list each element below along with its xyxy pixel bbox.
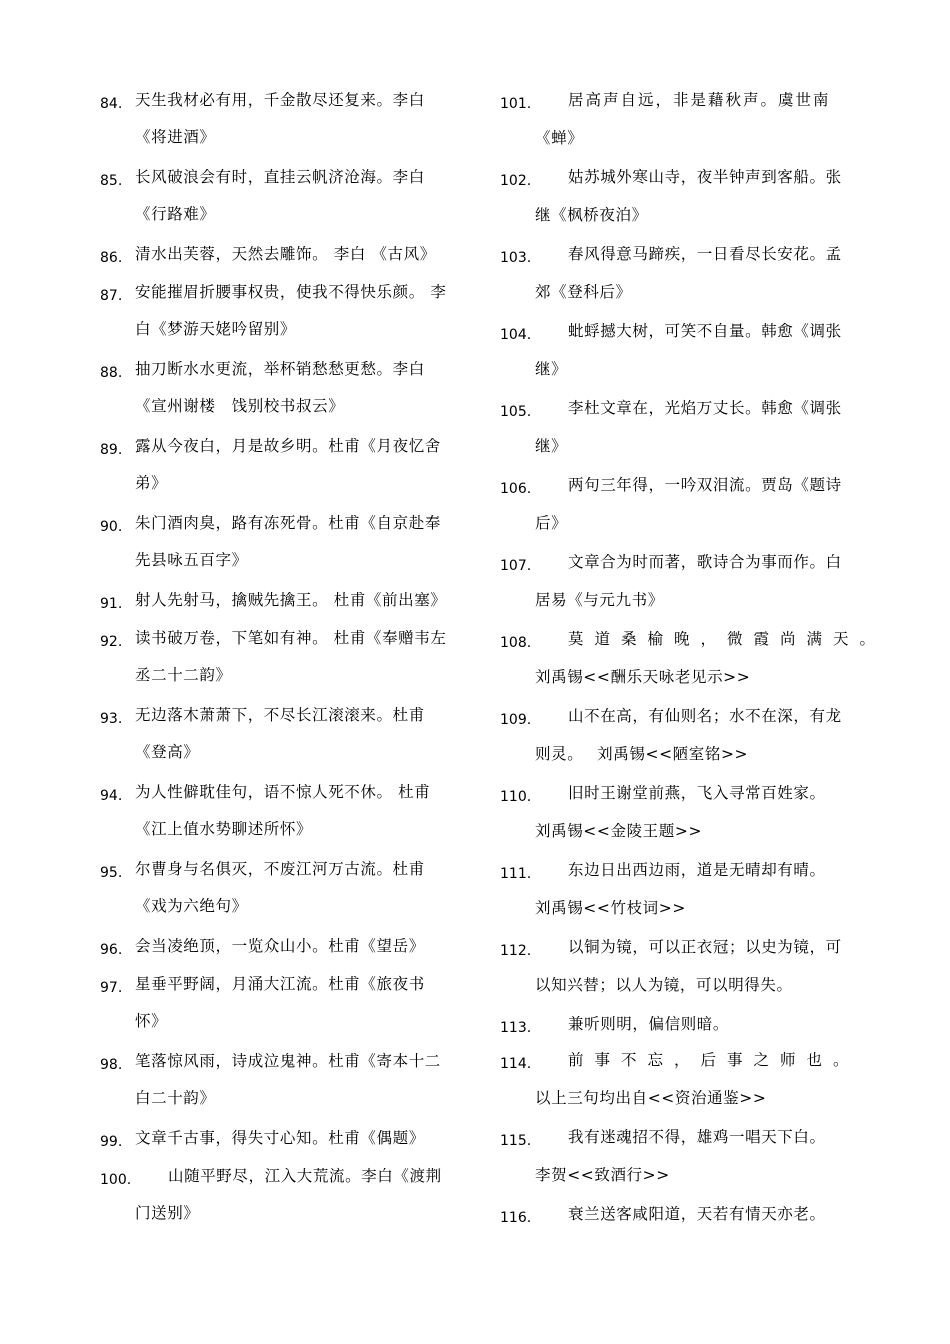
entry-108 (500, 624, 887, 701)
entry-101 (500, 85, 870, 162)
entry-text-line1: 文章千古事，得失寸心知。杜甫《偶题》 (135, 1129, 425, 1147)
entry-number: 92. (100, 634, 123, 650)
entry-text-line1: 两句三年得，一吟双泪流。贾岛《题诗 (568, 476, 842, 494)
entry-text-line2: 怀》 (135, 1012, 168, 1030)
entry-text-line1: 为人性僻耽佳句，语不惊人死不休。 杜甫 (135, 783, 431, 801)
entry-number: 99. (100, 1134, 123, 1150)
entry-106 (500, 470, 870, 547)
entry-text-line1: 星垂平野阔，月涌大江流。杜甫《旅夜书 (135, 975, 425, 993)
entry-text-line2: 弟》 (135, 474, 168, 492)
entry-text-line1: 衰兰送客咸阳道，天若有情天亦老。 (568, 1205, 826, 1223)
entry-number: 84. (100, 96, 123, 112)
entry-number: 105. (500, 404, 532, 420)
entry-text-line2: 郊《登科后》 (535, 283, 632, 301)
entry-text-line1: 笔落惊风雨，诗成泣鬼神。杜甫《寄本十二 (135, 1052, 441, 1070)
entry-116 (500, 1199, 870, 1237)
entry-104 (500, 316, 870, 393)
entry-number: 102. (500, 173, 532, 189)
entry-109 (500, 701, 870, 778)
entry-text-line1: 我有迷魂招不得，雄鸡一唱天下白。 (568, 1128, 826, 1146)
entry-88 (100, 354, 470, 431)
entry-text-line1: 蚍蜉撼大树，可笑不自量。韩愈《调张 (568, 322, 842, 340)
entry-text-line2: 《江上值水势聊述所怀》 (135, 820, 313, 838)
entry-100 (100, 1161, 470, 1238)
entry-text-line1: 姑苏城外寒山寺，夜半钟声到客船。张 (568, 168, 842, 186)
entry-text-line2: 门送别》 (135, 1204, 200, 1222)
entry-92 (100, 623, 470, 700)
entry-number: 103. (500, 250, 532, 266)
entry-number: 107. (500, 558, 532, 574)
entry-text-line1: 长风破浪会有时，直挂云帆济沧海。李白 (135, 168, 425, 186)
entry-number: 96. (100, 942, 123, 958)
entry-text-line2: 《蝉》 (535, 129, 584, 147)
entry-text-line2: 《戏为六绝句》 (135, 897, 248, 915)
entry-text-line2: 以知兴替；以人为镜，可以明得失。 (535, 976, 793, 994)
entry-112 (500, 932, 870, 1009)
entry-text-line1: 春风得意马蹄疾，一日看尽长安花。孟 (568, 245, 842, 263)
entry-number: 100. (100, 1172, 132, 1188)
entry-number: 86. (100, 250, 123, 266)
entry-text-line2: 先县咏五百字》 (135, 551, 248, 569)
entry-text-line1: 尔曹身与名俱灭，不废江河万古流。杜甫 (135, 860, 425, 878)
left-column (100, 85, 470, 1238)
entry-number: 111. (500, 866, 532, 882)
entry-text-line1: 文章合为时而著，歌诗合为事而作。白 (568, 553, 842, 571)
entry-99 (100, 1123, 470, 1161)
entry-text-line1: 前事不忘，后事之师也。 (568, 1051, 860, 1069)
entry-text-line1: 无边落木萧萧下，不尽长江滚滚来。杜甫 (135, 706, 425, 724)
entry-text-line2: 继》 (535, 437, 568, 455)
entry-98 (100, 1046, 470, 1123)
entry-115 (500, 1122, 870, 1199)
entry-number: 109. (500, 712, 532, 728)
entry-text-line2: 继《枫桥夜泊》 (535, 206, 648, 224)
entry-105 (500, 393, 870, 470)
entry-number: 108. (500, 635, 532, 651)
entry-number: 89. (100, 442, 123, 458)
right-column (500, 85, 887, 1237)
entry-text-line1: 露从今夜白，月是故乡明。杜甫《月夜忆舍 (135, 437, 441, 455)
entry-text-line2: 丞二十二韵》 (135, 666, 232, 684)
entry-number: 93. (100, 711, 123, 727)
entry-number: 90. (100, 519, 123, 535)
entry-number: 112. (500, 943, 532, 959)
entry-87 (100, 277, 470, 354)
entry-107 (500, 547, 870, 624)
entry-text-line1: 清水出芙蓉，天然去雕饰。 李白 《古风》 (135, 245, 436, 263)
entry-95 (100, 854, 470, 931)
entry-93 (100, 700, 470, 777)
entry-number: 95. (100, 865, 123, 881)
entry-text-line1: 安能摧眉折腰事权贵，使我不得快乐颜。 李 (135, 283, 447, 301)
entry-text-line2: 《登高》 (135, 743, 200, 761)
entry-text-line2: 李贺<<致酒行>> (535, 1166, 670, 1184)
entry-text-line1: 以铜为镜，可以正衣冠；以史为镜，可 (568, 938, 842, 956)
entry-text-line2: 刘禹锡<<竹枝词>> (535, 899, 686, 917)
entry-number: 114. (500, 1056, 532, 1072)
entry-number: 116. (500, 1210, 532, 1226)
entry-number: 106. (500, 481, 532, 497)
entry-text-line2: 《将进酒》 (135, 128, 216, 146)
entry-text-line2: 《宣州谢楼 饯别校书叔云》 (135, 397, 345, 415)
entry-text-line1: 莫道桑榆晚，微霞尚满天。 (568, 630, 887, 648)
entry-number: 88. (100, 365, 123, 381)
entry-text-line2: 后》 (535, 514, 568, 532)
entry-103 (500, 239, 870, 316)
entry-text-line1: 山不在高，有仙则名；水不在深，有龙 (568, 707, 842, 725)
entry-text-line2: 白二十韵》 (135, 1089, 216, 1107)
entry-text-line2: 刘禹锡<<酬乐天咏老见示>> (535, 668, 751, 686)
entry-number: 94. (100, 788, 123, 804)
entry-text-line2: 白《梦游天姥吟留别》 (135, 320, 297, 338)
entry-85 (100, 162, 470, 239)
entry-text-line2: 居易《与元九书》 (535, 591, 664, 609)
entry-text-line1: 会当凌绝顶，一览众山小。杜甫《望岳》 (135, 937, 425, 955)
entry-text-line2: 继》 (535, 360, 568, 378)
entry-number: 87. (100, 288, 123, 304)
entry-text-line1: 抽刀断水水更流，举杯销愁愁更愁。李白 (135, 360, 425, 378)
entry-number: 113. (500, 1020, 532, 1036)
entry-text-line1: 天生我材必有用，千金散尽还复来。李白 (135, 91, 425, 109)
entry-96 (100, 931, 470, 969)
entry-113 (500, 1009, 870, 1045)
entry-111 (500, 855, 870, 932)
entry-text-line2: 《行路难》 (135, 205, 216, 223)
entry-text-line1: 山随平野尽，江入大荒流。李白《渡荆 (168, 1167, 442, 1185)
entry-number: 85. (100, 173, 123, 189)
entry-number: 104. (500, 327, 532, 343)
entry-text-line1: 旧时王谢堂前燕，飞入寻常百姓家。 (568, 784, 826, 802)
entry-97 (100, 969, 470, 1046)
entry-110 (500, 778, 870, 855)
entry-text-line2: 以上三句均出自<<资治通鉴>> (535, 1089, 767, 1107)
entry-text-line1: 朱门酒肉臭，路有冻死骨。杜甫《自京赴奉 (135, 514, 441, 532)
entry-text-line1: 东边日出西边雨，道是无晴却有晴。 (568, 861, 826, 879)
entry-102 (500, 162, 870, 239)
entry-number: 115. (500, 1133, 532, 1149)
entry-94 (100, 777, 470, 854)
entry-number: 98. (100, 1057, 123, 1073)
entry-number: 91. (100, 596, 123, 612)
entry-91 (100, 585, 470, 623)
entry-text-line2: 刘禹锡<<金陵王题>> (535, 822, 703, 840)
entry-text-line1: 射人先射马，擒贼先擒王。 杜甫《前出塞》 (135, 591, 447, 609)
entry-text-line1: 居高声自远，非是藉秋声。虞世南 (568, 91, 831, 109)
entry-number: 101. (500, 96, 532, 112)
entry-90 (100, 508, 470, 585)
entry-89 (100, 431, 470, 508)
entry-86 (100, 239, 470, 277)
entry-number: 97. (100, 980, 123, 996)
entry-number: 110. (500, 789, 532, 805)
entry-text-line1: 兼听则明，偏信则暗。 (568, 1015, 730, 1033)
entry-text-line1: 读书破万卷，下笔如有神。 杜甫《奉赠韦左 (135, 629, 447, 647)
entry-84 (100, 85, 470, 162)
entry-114 (500, 1045, 870, 1122)
entry-text-line1: 李杜文章在，光焰万丈长。韩愈《调张 (568, 399, 842, 417)
entry-text-line2: 则灵。 刘禹锡<<陋室铭>> (535, 745, 749, 763)
